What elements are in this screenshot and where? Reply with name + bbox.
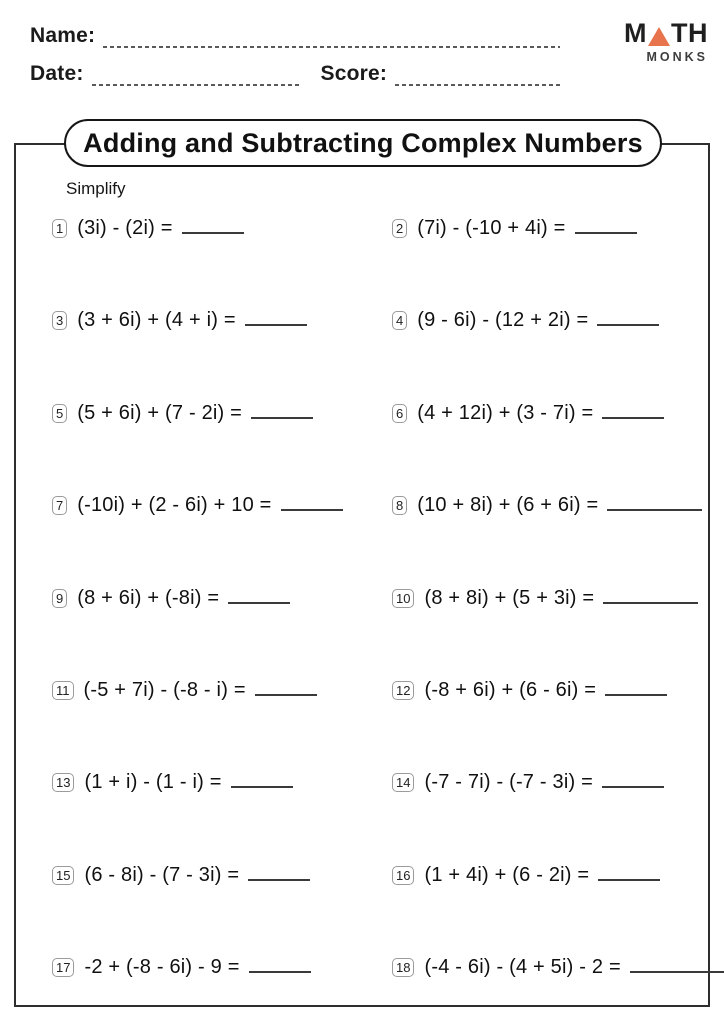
date-score-row xyxy=(30,62,560,86)
logo-letters-th: TH xyxy=(671,18,708,48)
problem-7 xyxy=(16,494,382,517)
problem-number-badge: 17 xyxy=(52,958,74,977)
problem-expression: (7i) - (-10 + 4i) = xyxy=(417,217,566,239)
answer-blank[interactable] xyxy=(248,865,310,881)
answer-blank[interactable] xyxy=(597,310,659,326)
logo-top xyxy=(612,20,708,47)
score-fill-line[interactable] xyxy=(395,72,560,86)
name-row xyxy=(30,24,560,48)
date-label: Date: xyxy=(30,62,84,85)
problem-13 xyxy=(16,771,382,794)
problem-17 xyxy=(16,956,382,979)
problem-number-badge: 4 xyxy=(392,311,407,330)
answer-blank[interactable] xyxy=(603,588,698,604)
answer-blank[interactable] xyxy=(602,772,664,788)
score-label: Score: xyxy=(320,62,388,85)
problem-number-badge: 5 xyxy=(52,404,67,423)
problem-number-badge: 11 xyxy=(52,681,74,700)
problem-15 xyxy=(16,864,382,887)
problem-number-badge: 15 xyxy=(52,866,74,885)
problem-3 xyxy=(16,309,382,332)
answer-blank[interactable] xyxy=(630,957,724,973)
problem-number-badge: 14 xyxy=(392,773,414,792)
problem-expression: -2 + (-8 - 6i) - 9 = xyxy=(84,956,240,978)
problem-number-badge: 7 xyxy=(52,496,67,515)
date-fill-line[interactable] xyxy=(92,72,299,86)
problem-number-badge: 8 xyxy=(392,496,407,515)
problem-14 xyxy=(382,771,708,794)
logo-letter-m: M xyxy=(624,18,647,48)
problem-1 xyxy=(16,217,382,240)
answer-blank[interactable] xyxy=(255,680,317,696)
answer-blank[interactable] xyxy=(249,957,311,973)
problem-row xyxy=(16,864,708,887)
problem-number-badge: 13 xyxy=(52,773,74,792)
problem-expression: (6 - 8i) - (7 - 3i) = xyxy=(84,863,240,886)
problem-11 xyxy=(16,679,382,702)
problem-expression: (-10i) + (2 - 6i) + 10 = xyxy=(77,494,272,517)
problem-2 xyxy=(382,217,708,240)
answer-blank[interactable] xyxy=(182,218,244,234)
problem-row xyxy=(16,771,708,794)
problem-12 xyxy=(382,679,708,702)
problem-18 xyxy=(382,956,724,979)
problem-expression: (5 + 6i) + (7 - 2i) = xyxy=(77,401,243,424)
problem-number-badge: 18 xyxy=(392,958,414,977)
logo-subtext: MONKS xyxy=(646,50,708,64)
problem-expression: (-7 - 7i) - (-7 - 3i) = xyxy=(424,771,593,794)
answer-blank[interactable] xyxy=(602,403,664,419)
problem-number-badge: 12 xyxy=(392,681,414,700)
problem-number-badge: 16 xyxy=(392,866,414,885)
answer-blank[interactable] xyxy=(605,680,667,696)
problem-6 xyxy=(382,402,708,425)
instruction-text: Simplify xyxy=(66,179,126,198)
problem-row xyxy=(16,494,708,517)
problem-4 xyxy=(382,309,708,332)
orange-triangle-icon xyxy=(648,27,670,46)
problem-row xyxy=(16,587,708,610)
problem-expression: (8 + 8i) + (5 + 3i) = xyxy=(424,586,595,609)
problem-number-badge: 1 xyxy=(52,219,67,238)
problem-expression: (-4 - 6i) - (4 + 5i) - 2 = xyxy=(424,956,621,978)
name-fill-line[interactable] xyxy=(103,34,560,48)
problem-expression: (-8 + 6i) + (6 - 6i) = xyxy=(424,678,597,701)
answer-blank[interactable] xyxy=(281,495,343,511)
worksheet-title: Adding and Subtracting Complex Numbers xyxy=(64,119,662,167)
problem-expression: (3i) - (2i) = xyxy=(77,217,173,239)
math-monks-logo xyxy=(612,20,708,64)
answer-blank[interactable] xyxy=(231,772,293,788)
problem-5 xyxy=(16,402,382,425)
problem-number-badge: 6 xyxy=(392,404,407,423)
problem-row xyxy=(16,402,708,425)
problem-8 xyxy=(382,494,708,517)
problem-number-badge: 3 xyxy=(52,311,67,330)
name-label: Name: xyxy=(30,24,96,47)
worksheet-frame xyxy=(14,143,710,1007)
problem-expression: (-5 + 7i) - (-8 - i) = xyxy=(83,678,246,701)
problem-row xyxy=(16,309,708,332)
problems-grid xyxy=(16,217,708,979)
answer-blank[interactable] xyxy=(251,403,313,419)
problem-expression: (9 - 6i) - (12 + 2i) = xyxy=(417,309,589,332)
problem-expression: (3 + 6i) + (4 + i) = xyxy=(77,309,236,332)
problem-10 xyxy=(382,587,708,610)
problem-expression: (8 + 6i) + (-8i) = xyxy=(77,586,220,609)
answer-blank[interactable] xyxy=(245,310,307,326)
problem-16 xyxy=(382,864,708,887)
problem-expression: (1 + i) - (1 - i) = xyxy=(84,771,222,794)
problem-expression: (4 + 12i) + (3 - 7i) = xyxy=(417,401,594,424)
answer-blank[interactable] xyxy=(228,588,290,604)
problem-expression: (1 + 4i) + (6 - 2i) = xyxy=(424,863,590,886)
problem-expression: (10 + 8i) + (6 + 6i) = xyxy=(417,494,599,517)
problem-number-badge: 9 xyxy=(52,589,67,608)
worksheet-header xyxy=(30,24,560,100)
problem-row xyxy=(16,679,708,702)
problem-row xyxy=(16,956,708,979)
problem-number-badge: 2 xyxy=(392,219,407,238)
problem-9 xyxy=(16,587,382,610)
answer-blank[interactable] xyxy=(575,218,637,234)
problem-number-badge: 10 xyxy=(392,589,414,608)
answer-blank[interactable] xyxy=(598,865,660,881)
problem-row xyxy=(16,217,708,240)
answer-blank[interactable] xyxy=(607,495,702,511)
